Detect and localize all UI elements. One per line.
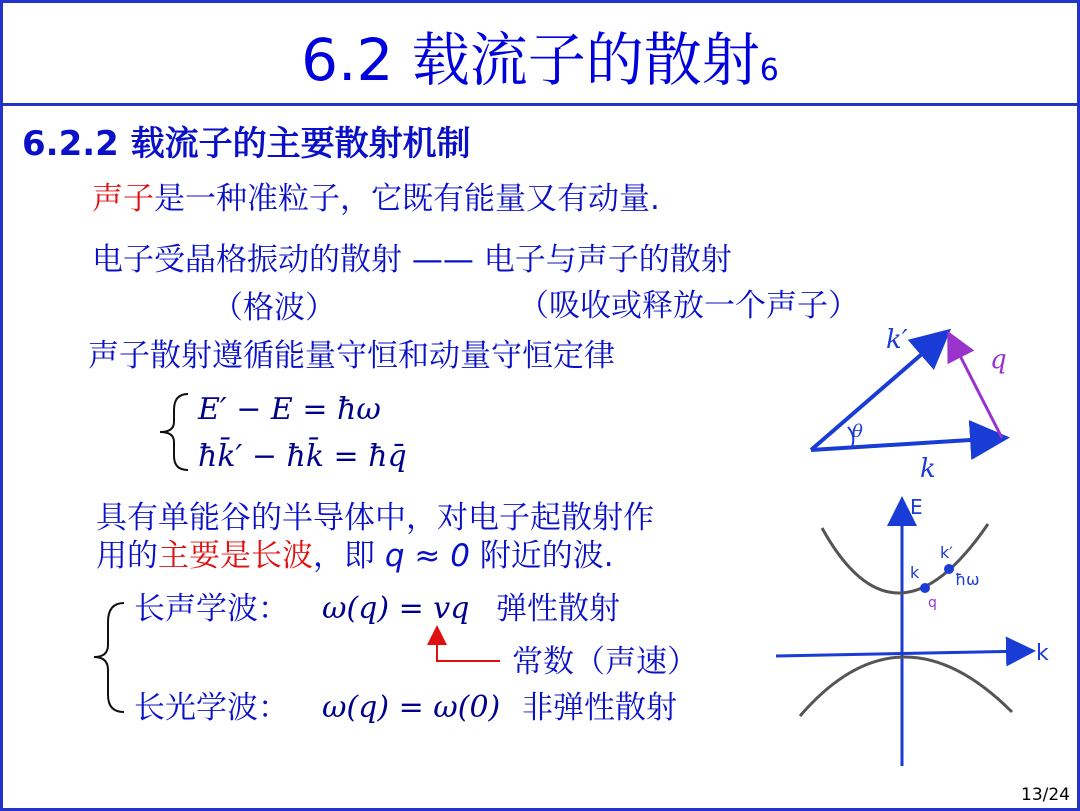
- title-suffix: 6: [759, 53, 779, 88]
- section-heading: 6.2.2 载流子的主要散射机制: [22, 124, 471, 164]
- paragraph-line-1: 具有单能谷的半导体中，对电子起散射作: [96, 500, 654, 536]
- optical-equation: ω(q) = ω(0): [322, 690, 501, 725]
- k-label: k: [920, 454, 936, 484]
- lattice-wave-note: （格波）: [212, 290, 336, 326]
- k-prime-vector: [811, 334, 945, 450]
- para2-part-b: ，即: [313, 538, 375, 574]
- phonon-term: 声子: [92, 181, 154, 217]
- e-axis-label: E: [910, 495, 923, 519]
- acoustic-label: 长声学波：: [134, 591, 289, 627]
- equivalence-dash: ——: [411, 242, 474, 278]
- band-diagram: [776, 495, 1049, 766]
- title-text: 6.2 载流子的散射: [301, 26, 760, 94]
- k-prime-label: k′: [886, 325, 908, 355]
- k-point: [920, 583, 930, 593]
- energy-equation: E′ − E = ħω: [198, 392, 381, 427]
- conservation-law: 声子散射遵循能量守恒和动量守恒定律: [88, 338, 615, 374]
- momentum-equation: ħk̄′ − ħk̄ = ħq̄: [198, 439, 407, 474]
- main-long-wave: 主要是长波: [158, 538, 313, 574]
- k-axis-label: k: [1036, 641, 1049, 666]
- optical-label: 长光学波：: [134, 690, 289, 726]
- page-number: 13/24: [1021, 785, 1070, 805]
- momentum-triangle: [811, 325, 1007, 484]
- equation-brace: [160, 394, 188, 470]
- lattice-scattering-text: 电子受晶格振动的散射: [92, 242, 402, 278]
- para2-part-d: 附近的波.: [479, 538, 614, 574]
- wave-type-brace: [94, 603, 124, 712]
- k-point-label: k: [910, 563, 920, 582]
- small-q-label: q: [928, 595, 937, 611]
- elastic-scattering: 弹性散射: [496, 591, 620, 627]
- theta-label: θ: [852, 421, 863, 442]
- constant-note: 常数（声速）: [512, 644, 698, 680]
- inelastic-scattering: 非弹性散射: [522, 690, 677, 726]
- acoustic-equation: ω(q) = vq: [322, 591, 470, 626]
- phonon-absorb-note: （吸收或释放一个声子）: [518, 288, 859, 324]
- hbar-omega-label: ħω: [955, 570, 980, 589]
- para2-part-a: 用的: [96, 538, 158, 574]
- phonon-definition-text: 是一种准粒子，它既有能量又有动量.: [154, 181, 660, 217]
- q-label: q: [990, 345, 1007, 375]
- k-prime-point-label: k′: [940, 543, 953, 562]
- electron-phonon-text: 电子与声子的散射: [483, 242, 732, 278]
- constant-pointer-arrow: [437, 629, 500, 661]
- k-vector: [811, 438, 1002, 450]
- k-prime-point: [944, 564, 954, 574]
- q-approx-zero: q ≈ 0: [384, 538, 470, 574]
- valence-band-curve: [800, 657, 1012, 716]
